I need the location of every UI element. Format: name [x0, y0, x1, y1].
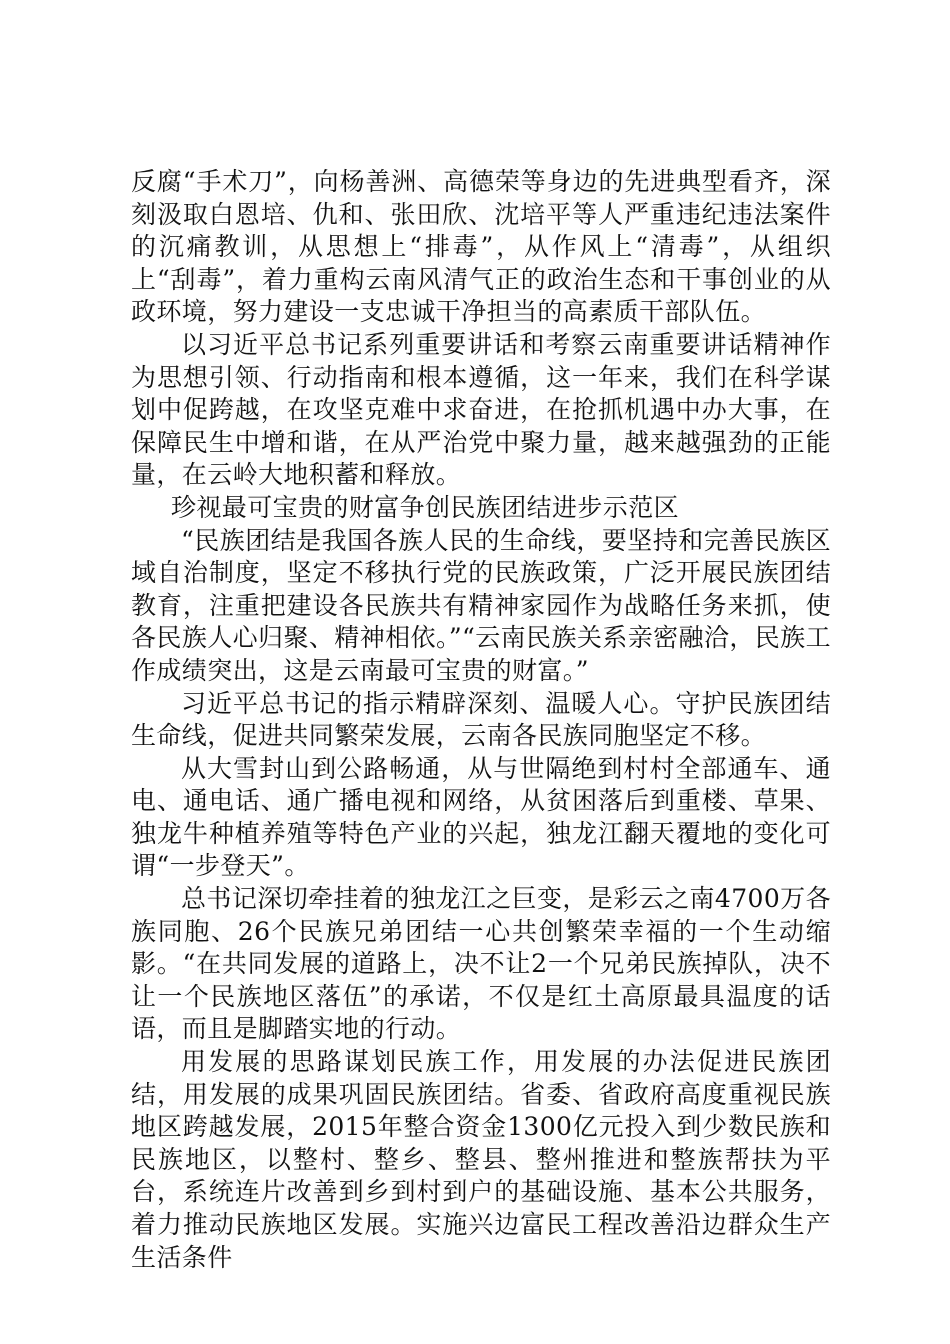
- paragraph-3: “民族团结是我国各族人民的生命线，要坚持和完善民族区域自治制度，坚定不移执行党的民族政策，广泛开展民族团结教育，注重把建设各民族共有精神家园作为战略任务来抓，使各民族人心归聚、精神相依。”“云南民族关系亲密融洽，民族工作成绩突出，这是云南最可宝贵的财富。”: [131, 525, 831, 685]
- paragraph-6: 总书记深切牵挂着的独龙江之巨变，是彩云之南4700万各族同胞、26个民族兄弟团结一心共创繁荣幸福的一个生动缩影。“在共同发展的道路上，决不让2一个兄弟民族掉队，决不让一个民族地区落伍”的承诺，不仅是红土高原最具温度的话语，而且是脚踏实地的行动。: [131, 884, 831, 1044]
- paragraph-2: 以习近平总书记系列重要讲话和考察云南重要讲话精神作为思想引领、行动指南和根本遵循，这一年来，我们在科学谋划中促跨越，在攻坚克难中求奋进，在抢抓机遇中办大事，在保障民生中增和谐，在从严治党中聚力量，越来越强劲的正能量，在云岭大地积蓄和释放。: [131, 329, 831, 490]
- paragraph-5: 从大雪封山到公路畅通，从与世隔绝到村村全部通车、通电、通电话、通广播电视和网络，从贫困落后到重楼、草果、独龙牛种植养殖等特色产业的兴起，独龙江翻天覆地的变化可谓“一步登天”。: [131, 753, 831, 881]
- section-heading: 珍视最可宝贵的财富争创民族团结进步示范区: [171, 492, 680, 522]
- paragraph-1: 反腐“手术刀”，向杨善洲、高德荣等身边的先进典型看齐，深刻汲取白恩培、仇和、张田欣、沈培平等人严重违纪违法案件的沉痛教训，从思想上“排毒”，从作风上“清毒”，从组织上“刮毒”，着力重构云南风清气正的政治生态和干事创业的从政环境，努力建设一支忠诚干净担当的高素质干部队伍。: [131, 167, 831, 327]
- paragraph-7: 用发展的思路谋划民族工作，用发展的办法促进民族团结，用发展的成果巩固民族团结。省委、省政府高度重视民族地区跨越发展，2015年整合资金1300亿元投入到少数民族和民族地区，以整村、整乡、整县、整州推进和整族帮扶为平台，系统连片改善到乡到村到户的基础设施、基本公共服务，着力推动民族地区发展。实施兴边富民工程改善沿边群众生产生活条件: [131, 1047, 831, 1272]
- document-body: [131, 166, 831, 1274]
- paragraph-4: 习近平总书记的指示精辟深刻、温暖人心。守护民族团结生命线，促进共同繁荣发展，云南各民族同胞坚定不移。: [131, 688, 831, 751]
